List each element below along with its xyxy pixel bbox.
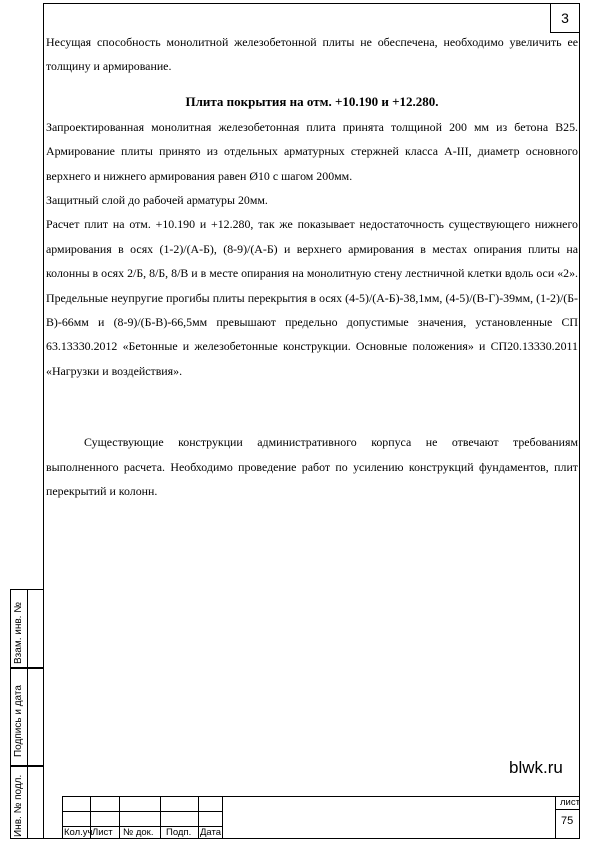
side-stamp-inv <box>10 766 43 839</box>
document-body <box>46 30 578 504</box>
page-number: 3 <box>550 3 580 33</box>
side-label-vzam: Взам. инв. № <box>13 602 24 664</box>
stamp-data: Дата <box>200 827 222 838</box>
paragraph-cover: Защитный слой до рабочей арматуры 20мм. <box>46 193 268 208</box>
side-label-inv: Инв. № подл. <box>13 774 24 837</box>
watermark: blwk.ru <box>509 758 563 777</box>
sheet-number: 75 <box>561 815 574 827</box>
side-stamp-vzam <box>10 589 43 668</box>
stamp-no-dok: № док. <box>123 827 154 838</box>
side-label-podpis: Подпись и дата <box>13 685 24 757</box>
paragraph-calculation: Расчет плит на отм. +10.190 и +12.280, так же показывает недостаточность существующего нижнего армирования в осях (1-2)/(А-Б), (8-9)/(А-Б) и верхнего армирования в местах опирания плиты на колонны в осях 2/Б, 8/Б, 8/В и в месте опирания на монолитную стену лестничной клетки вдоль оси «2». Предельные неупругие прогибы плиты перекрытия в осях (4-5)/(А-Б)-38,1мм, (4-5)/(В-Г)-39мм, (1-2)/(Б-В)-66мм и (8-9)/(Б-В)-66,5мм превышают предельно допустимые значения, установленные СП 63.13330.2012 «Бетонные и железобетонные конструкции. Основные положения» и СП20.13330.2011 «Нагрузки и воздействия». <box>46 217 578 378</box>
stamp-col-line <box>555 797 556 839</box>
stamp-kol-uch: Кол.уч <box>64 827 93 838</box>
title-block <box>62 796 580 839</box>
section-heading: Плита покрытия на отм. +10.190 и +12.280. <box>185 93 439 109</box>
stamp-row-line <box>555 809 580 810</box>
paragraph-conclusion: Существующие конструкции административного корпуса не отвечают требованиям выполненного расчета. Необходимо проведение работ по усилению конструкций фундаментов, плит перекрытий и колонн. <box>46 435 578 499</box>
stamp-col-line <box>222 797 223 839</box>
stamp-col-line <box>62 797 63 839</box>
side-stamp-podpis <box>10 668 43 766</box>
paragraph-intro: Несущая способность монолитной железобетонной плиты не обеспечена, необходимо увеличить ее толщину и армирование. <box>46 35 578 74</box>
stamp-col-line <box>198 797 199 839</box>
stamp-podp: Подп. <box>166 827 192 838</box>
paragraph-design: Запроектированная монолитная железобетонная плита принята толщиной 200 мм из бетона В25. Армирование плиты принято из отдельных арматурных стержней класса А-III, диаметр основного верхнего и нижнего армирования равен Ø10 с шагом 200мм. <box>46 119 578 183</box>
stamp-col-line <box>160 797 161 839</box>
sheet-label: лист <box>560 797 580 808</box>
stamp-list: Лист <box>92 827 113 838</box>
stamp-col-line <box>119 797 120 839</box>
